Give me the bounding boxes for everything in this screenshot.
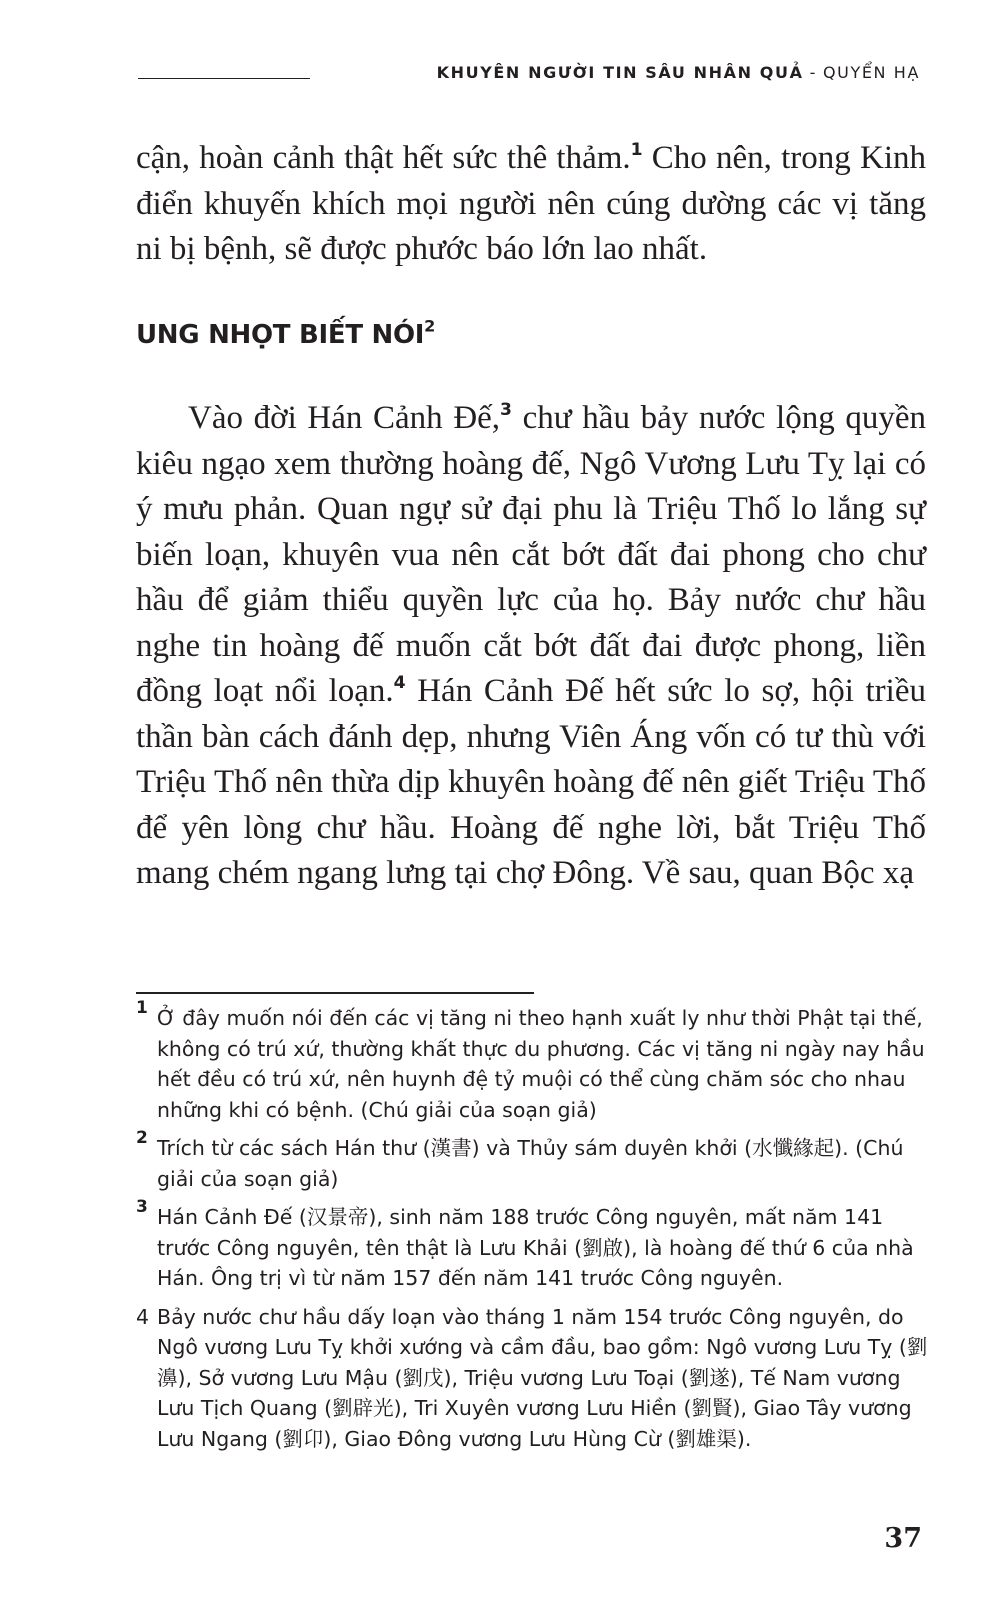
section-heading-text: UNG NHỌT BIẾT NÓI [136,320,425,350]
footnote-1 [136,998,929,1125]
volume-label: QUYỂN HẠ [822,63,920,82]
footnote-ref-2[interactable]: 2 [424,316,436,336]
footnote-ref-1[interactable]: 1 [630,140,643,161]
section-heading [136,316,436,350]
footnotes [136,998,929,1462]
paragraph-text: Cho nên, trong Kinh điển khuyến khích mọi người nên cúng dường các vị tăng ni bị bệnh, sẽ được phước báo lớn lao nhất. [136,140,926,267]
page-number: 37 [884,1523,922,1554]
footnote-text: Trích từ các sách Hán thư (漢書) và Thủy sám duyên khởi (水懺緣起). (Chú giải của soạn giả) [157,1136,904,1191]
paragraph-text: Vào đời Hán Cảnh Đế, [188,400,501,436]
footnote-ref-4[interactable]: 4 [393,673,406,694]
footnote-2 [136,1128,929,1194]
paragraph-story [136,396,926,897]
footnote-number: 1 [136,998,148,1018]
book-title: KHUYÊN NGƯỜI TIN SÂU NHÂN QUẢ [436,63,804,82]
running-head-separator: - [809,63,817,82]
footnote-number: 3 [136,1197,148,1217]
footnote-rule [136,992,534,994]
footnote-4 [136,1302,929,1455]
footnote-text: Bảy nước chư hầu dấy loạn vào tháng 1 năm 154 trước Công nguyên, do Ngô vương Lưu Tỵ khởi xướng và cầm đầu, bao gồm: Ngô vương Lưu Tỵ (劉濞), Sở vương Lưu Mậu (劉戊), Triệu vương Lưu Toại (劉遂), Tế Nam vương Lưu Tịch Quang (劉辟光), Tri Xuyên vương Lưu Hiền (劉賢), Giao Tây vương Lưu Ngang (劉卬), Giao Đông vương Lưu Hùng Cừ (劉雄渠). [157,1304,928,1451]
footnote-3 [136,1197,929,1294]
footnote-number: 4 [136,1304,150,1329]
footnote-number: 2 [136,1128,148,1148]
paragraph-text: Hán Cảnh Đế hết sức lo sợ, hội triều thần bàn cách đánh dẹp, nhưng Viên Áng vốn có tư thù với Triệu Thố nên thừa dịp khuyên hoàng đế nên giết Triệu Thố để yên lòng chư hầu. Hoàng đế nghe lời, bắt Triệu Thố mang chém ngang lưng tại chợ Đông. Về sau, quan Bộc xạ [136,673,926,891]
header-rule [138,78,310,79]
paragraph-text: cận, hoàn cảnh thật hết sức thê thảm. [136,140,631,176]
paragraph-continued [136,136,926,273]
paragraph-text: chư hầu bảy nước lộng quyền kiêu ngạo xem thường hoàng đế, Ngô Vương Lưu Tỵ lại có ý mưu phản. Quan ngự sử đại phu là Triệu Thố lo lắng sự biến loạn, khuyên vua nên cắt bớt đất đai phong cho chư hầu để giảm thiểu quyền lực của họ. Bảy nước chư hầu nghe tin hoàng đế muốn cắt bớt đất đai được phong, liền đồng loạt nổi loạn. [136,400,926,709]
footnote-text: Ở đây muốn nói đến các vị tăng ni theo hạnh xuất ly như thời Phật tại thế, không có trú xứ, thường khất thực du phương. Các vị tăng ni ngày nay hầu hết đều có trú xứ, nên huynh đệ tỷ muội có thể cùng chăm sóc cho nhau những khi có bệnh. (Chú giải của soạn giả) [157,1006,925,1122]
footnote-ref-3[interactable]: 3 [500,400,512,421]
running-head [437,63,920,82]
footnote-text: Hán Cảnh Đế (汉景帝), sinh năm 188 trước Công nguyên, mất năm 141 trước Công nguyên, tên thật là Lưu Khải (劉啟), là hoàng đế thứ 6 của nhà Hán. Ông trị vì từ năm 157 đến năm 141 trước Công nguyên. [157,1205,914,1290]
